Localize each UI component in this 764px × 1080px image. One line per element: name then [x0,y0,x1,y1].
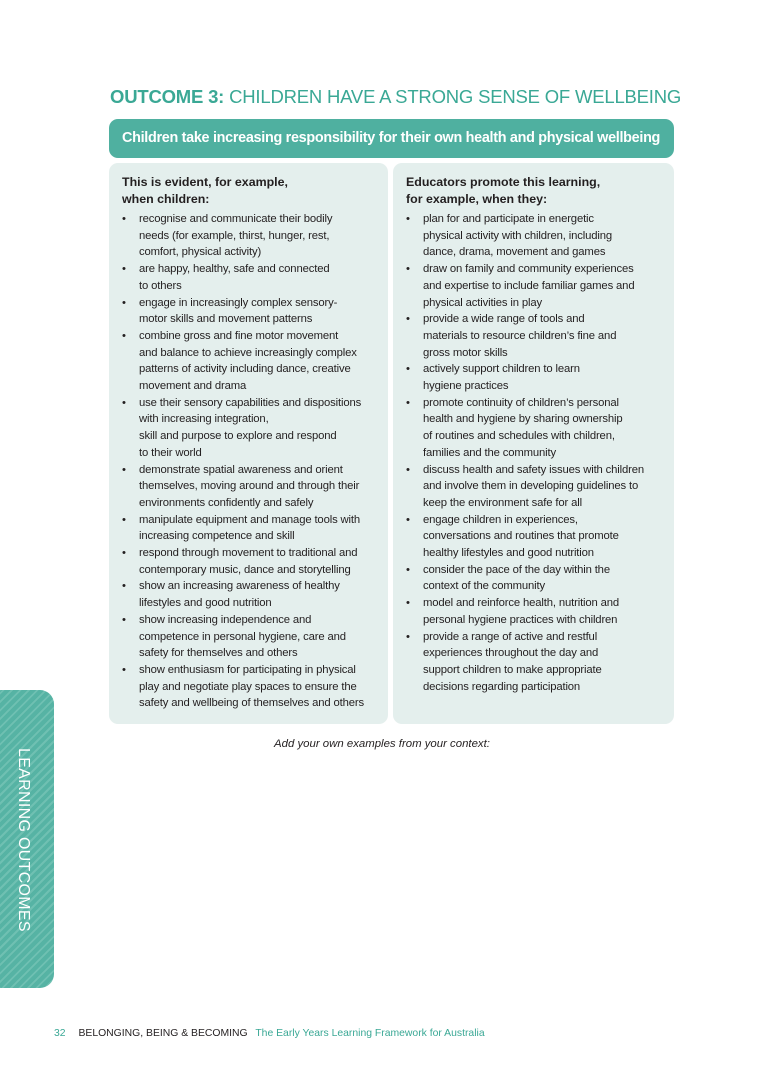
list-item-line: environments confidently and safely [139,496,314,509]
bullet: • [122,513,126,526]
page-number: 32 [54,1028,66,1039]
list-item-line: combine gross and fine motor movement [139,329,339,342]
evidence-heading-line1: This is evident, for example, [122,175,288,189]
list-item-line: provide a range of active and restful [423,630,598,643]
list-item-line: demonstrate spatial awareness and orient [139,463,343,476]
list-item [406,395,666,462]
list-item [406,512,666,562]
bullet: • [406,213,410,225]
list-item-line: lifestyles and good nutrition [139,597,272,610]
list-item [122,545,380,578]
list-item-line: show an increasing awareness of healthy [139,580,340,593]
list-item-line: and balance to achieve increasingly complex [139,346,357,359]
list-item-line: dance, drama, movement and games [423,246,606,259]
bullet: • [122,213,126,225]
list-item-line: promote continuity of children’s personal [423,396,619,409]
list-item [406,595,666,628]
list-item-line: and expertise to include familiar games and [423,279,635,292]
bullet: • [122,663,126,676]
list-item-line: show enthusiasm for participating in physical [139,663,356,676]
list-item-line: context of the community [423,580,545,593]
bullet: • [122,263,126,276]
list-item-line: show increasing independence and [139,613,312,626]
educators-heading-line2: for example, when they: [406,192,548,206]
bullet: • [406,463,410,476]
list-item [406,361,666,394]
list-item-line: keep the environment safe for all [423,496,582,509]
list-item [406,562,666,595]
bullet: • [406,597,410,610]
list-item-line: motor skills and movement patterns [139,313,313,326]
list-item-line: experiences throughout the day and [423,647,599,660]
side-tab-label: LEARNING OUTCOMES [15,748,32,932]
bullet: • [122,547,126,560]
list-item-line: hygiene practices [423,380,509,393]
bullet: • [122,396,126,409]
list-item-line: model and reinforce health, nutrition and [423,597,620,610]
list-item-line: healthy lifestyles and good nutrition [423,547,594,560]
list-item-line: families and the community [423,446,556,459]
bullet: • [406,630,410,643]
evidence-heading-line2: when children: [122,192,210,206]
list-item-line: movement and drama [139,380,247,393]
bullet: • [122,329,126,342]
list-item [122,211,380,261]
list-item [406,629,666,696]
list-item-line: safety for themselves and others [139,647,298,660]
list-item-line: draw on family and community experiences [423,263,634,276]
bullet: • [122,613,126,626]
outcome-number: OUTCOME 3: [110,86,225,107]
list-item [122,512,380,545]
list-item [406,311,666,361]
evidence-heading [122,174,380,208]
list-item [122,395,380,462]
bullet: • [122,463,126,476]
list-item [406,211,666,261]
list-item-line: physical activities in play [423,296,543,309]
list-item-line: physical activity with children, including [423,229,612,242]
list-item-line: recognise and communicate their bodily [139,213,333,225]
list-item [122,328,380,395]
list-item-line: themselves, moving around and through their [139,480,360,493]
footer-subtitle: The Early Years Learning Framework for Australia [255,1028,485,1039]
educators-heading [406,174,666,208]
list-item-line: materials to resource children’s fine and [423,329,617,342]
list-item-line: and involve them in developing guidelines to [423,480,639,493]
list-item-line: of routines and schedules with children, [423,430,615,443]
list-item-line: discuss health and safety issues with children [423,463,645,476]
list-item-line: use their sensory capabilities and dispositions [139,396,362,409]
list-item-line: skill and purpose to explore and respond [139,430,337,443]
bullet: • [406,263,410,276]
bullet: • [406,396,410,409]
page-title [110,86,710,108]
list-item-line: play and negotiate play spaces to ensure the [139,680,357,693]
list-item [122,261,380,294]
educators-list [406,211,666,695]
list-item-line: consider the pace of the day within the [423,563,610,576]
bullet: • [406,513,410,526]
list-item-line: needs (for example, thirst, hunger, rest, [139,229,330,242]
bullet: • [406,363,410,376]
list-item [406,462,666,512]
list-item [122,295,380,328]
list-item-line: to others [139,279,182,292]
outcome-text: CHILDREN HAVE A STRONG SENSE OF WELLBEING [229,86,682,107]
list-item [122,662,380,712]
list-item-line: competence in personal hygiene, care and [139,630,346,643]
bullet: • [406,313,410,326]
list-item-line: manipulate equipment and manage tools with [139,513,361,526]
evidence-column [109,163,388,724]
list-item-line: personal hygiene practices with children [423,613,618,626]
list-item-line: safety and wellbeing of themselves and others [139,697,364,710]
list-item-line: gross motor skills [423,346,508,359]
list-item-line: plan for and participate in energetic [423,213,594,225]
list-item-line: increasing competence and skill [139,530,295,543]
footer-brand: BELONGING, BEING & BECOMING [78,1028,248,1039]
list-item-line: are happy, healthy, safe and connected [139,263,330,276]
educators-heading-line1: Educators promote this learning, [406,175,601,189]
section-banner: Children take increasing responsibility for their own health and physical wellbeing [109,119,674,158]
list-item [122,612,380,662]
list-item [406,261,666,311]
list-item-line: actively support children to learn [423,363,580,376]
list-item-line: respond through movement to traditional and [139,547,358,560]
list-item-line: engage children in experiences, [423,513,578,526]
list-item [122,462,380,512]
list-item-line: conversations and routines that promote [423,530,619,543]
list-item-line: health and hygiene by sharing ownership [423,413,623,426]
page-footer [54,1028,485,1039]
list-item-line: to their world [139,446,202,459]
list-item-line: contemporary music, dance and storytelling [139,563,351,576]
list-item [122,578,380,611]
bullet: • [122,580,126,593]
list-item-line: decisions regarding participation [423,680,581,693]
list-item-line: comfort, physical activity) [139,246,262,259]
list-item-line: provide a wide range of tools and [423,313,585,326]
list-item-line: support children to make appropriate [423,663,602,676]
bullet: • [122,296,126,309]
educators-column [393,163,674,724]
add-examples-prompt: Add your own examples from your context: [274,738,490,750]
list-item-line: engage in increasingly complex sensory- [139,296,338,309]
list-item-line: patterns of activity including dance, creative [139,363,351,376]
evidence-list [122,211,380,712]
bullet: • [406,563,410,576]
list-item-line: with increasing integration, [139,413,269,426]
